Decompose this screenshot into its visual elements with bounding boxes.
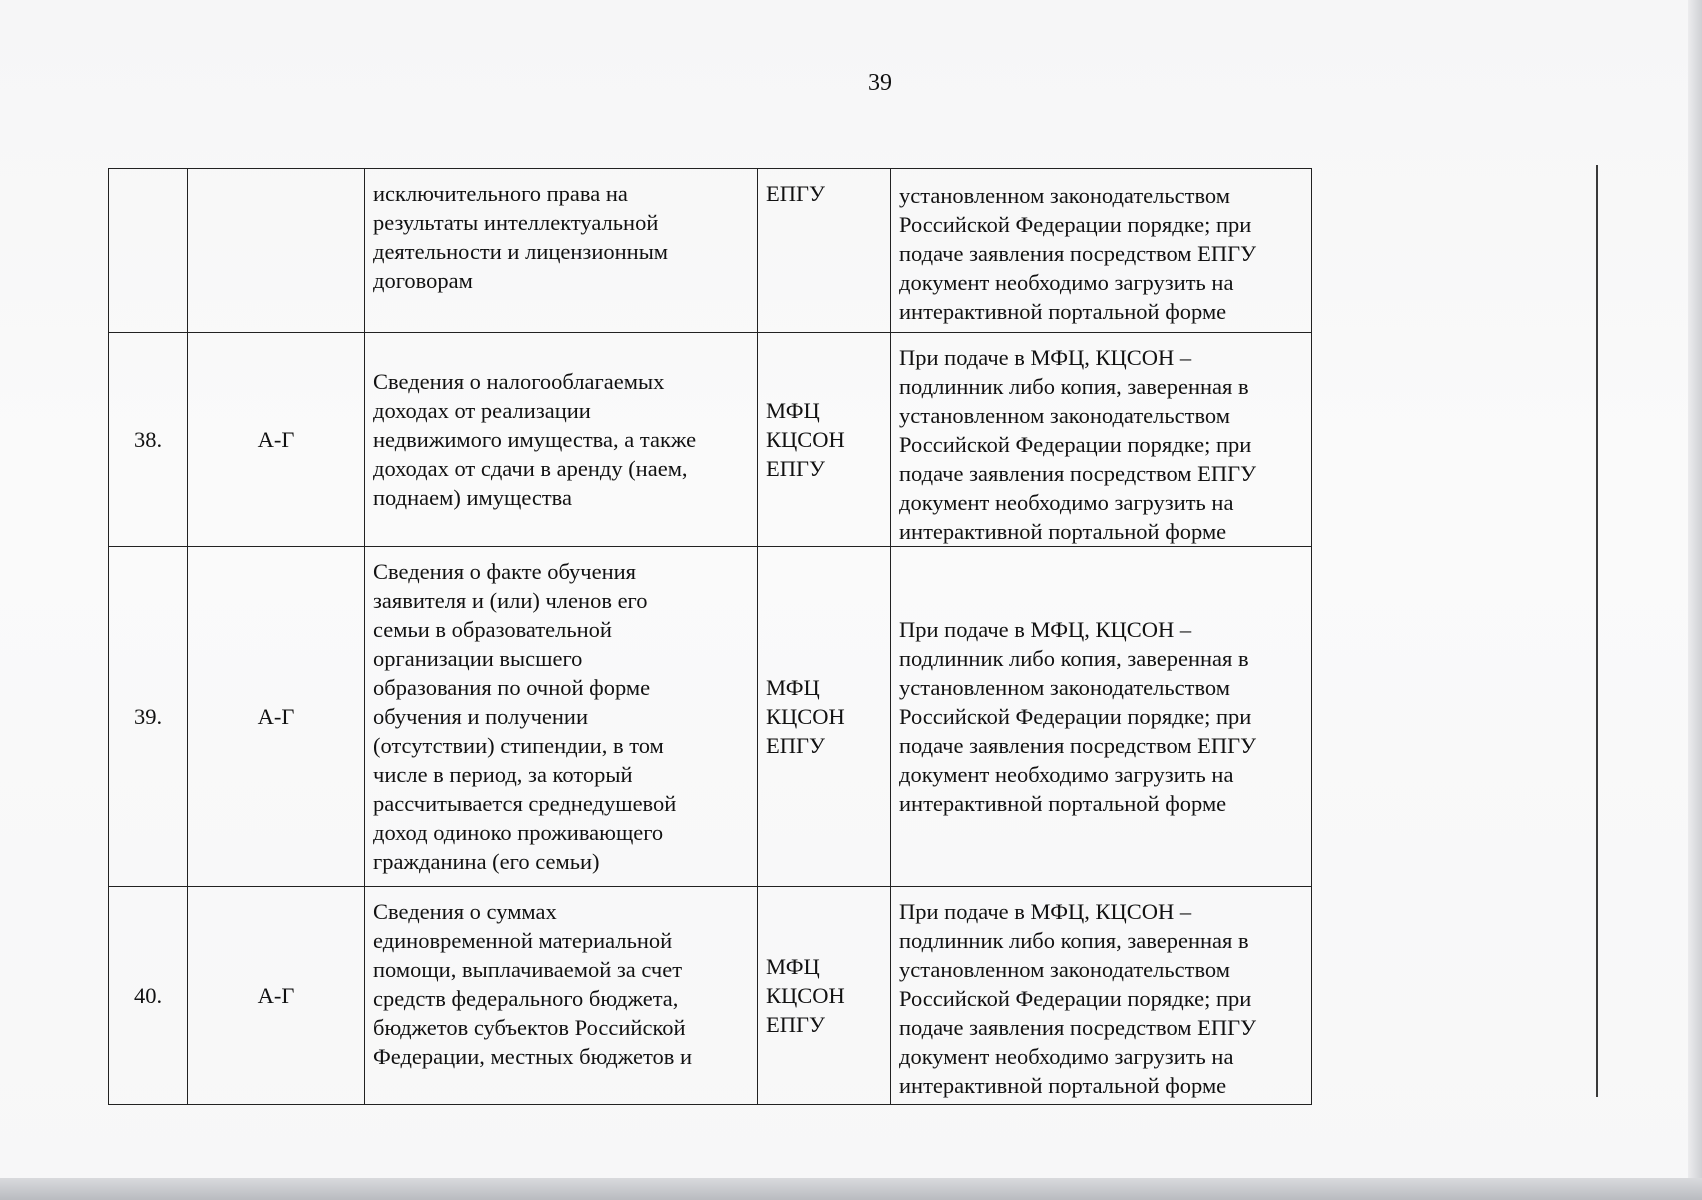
scan-bottom-edge	[0, 1178, 1702, 1200]
row-note: При подаче в МФЦ, КЦСОН – подлинник либо копия, заверенная в установленном законодательством Российской Федерации порядке; при подаче заявления посредством ЕПГУ документ необходимо загрузить на интерактивной портальной форме	[891, 333, 1312, 547]
row-category: А-Г	[188, 333, 365, 547]
row-document-name: Сведения о факте обучения заявителя и (или) членов его семьи в образовательной организации высшего образования по очной форме обучения и получении (отсутствии) стипендии, в том числе в период, за который рассчитывается среднедушевой доход одиноко проживающего гражданина (его семьи)	[365, 547, 758, 887]
table-row	[109, 333, 1312, 547]
row-number: 39.	[109, 547, 188, 887]
table-row	[109, 887, 1312, 1105]
row-submission-place: ЕПГУ	[758, 169, 891, 333]
row-category	[188, 169, 365, 333]
documents-table	[108, 168, 1312, 1105]
row-document-name: Сведения о налогооблагаемых доходах от реализации недвижимого имущества, а также доходах от сдачи в аренду (наем, поднаем) имущества	[365, 333, 758, 547]
row-category: А-Г	[188, 887, 365, 1105]
row-number: 40.	[109, 887, 188, 1105]
table-row	[109, 547, 1312, 887]
margin-line	[1596, 165, 1598, 1097]
row-submission-place: МФЦ КЦСОН ЕПГУ	[758, 887, 891, 1105]
row-number: 38.	[109, 333, 188, 547]
scan-edge-shadow	[1688, 0, 1702, 1200]
row-note: При подаче в МФЦ, КЦСОН – подлинник либо копия, заверенная в установленном законодательством Российской Федерации порядке; при подаче заявления посредством ЕПГУ документ необходимо загрузить на интерактивной портальной форме	[891, 887, 1312, 1105]
row-number	[109, 169, 188, 333]
row-note: При подаче в МФЦ, КЦСОН – подлинник либо копия, заверенная в установленном законодательством Российской Федерации порядке; при подаче заявления посредством ЕПГУ документ необходимо загрузить на интерактивной портальной форме	[891, 547, 1312, 887]
row-note: установленном законодательством Российской Федерации порядке; при подаче заявления посредством ЕПГУ документ необходимо загрузить на интерактивной портальной форме	[891, 169, 1312, 333]
row-document-name: исключительного права на результаты интеллектуальной деятельности и лицензионным договорам	[365, 169, 758, 333]
row-submission-place: МФЦ КЦСОН ЕПГУ	[758, 547, 891, 887]
page-number: 39	[868, 70, 892, 96]
row-document-name: Сведения о суммах единовременной материальной помощи, выплачиваемой за счет средств федерального бюджета, бюджетов субъектов Российской Федерации, местных бюджетов и	[365, 887, 758, 1105]
table-row	[109, 169, 1312, 333]
row-submission-place: МФЦ КЦСОН ЕПГУ	[758, 333, 891, 547]
row-category: А-Г	[188, 547, 365, 887]
